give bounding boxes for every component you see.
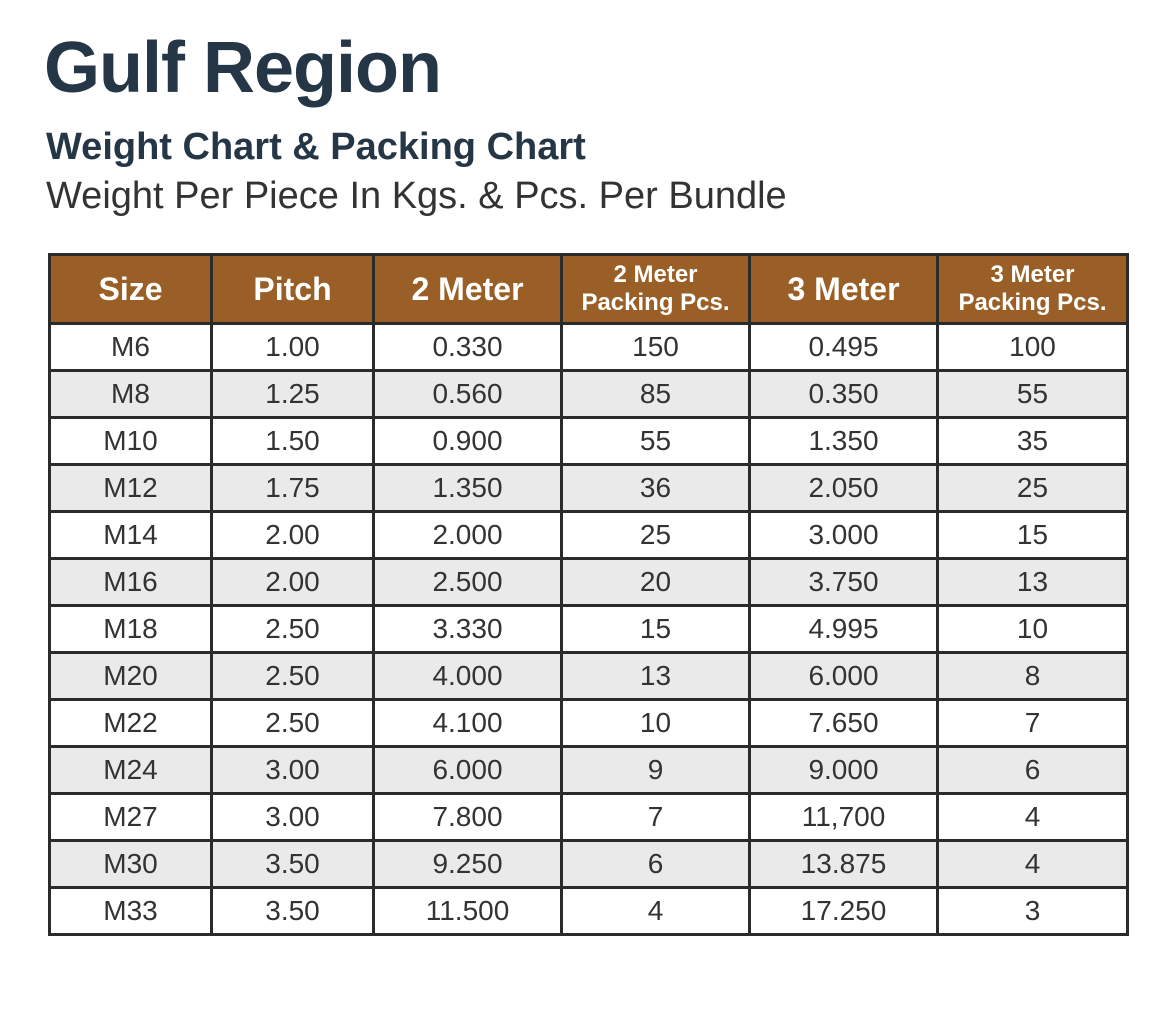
pitch-cell: 1.75 — [212, 465, 374, 512]
two-meter-weight-cell: 9.250 — [374, 841, 562, 888]
table-row — [50, 888, 1128, 935]
three-meter-weight-cell: 3.000 — [750, 512, 938, 559]
table-row — [50, 653, 1128, 700]
two-meter-packing-cell: 4 — [562, 888, 750, 935]
table-row — [50, 841, 1128, 888]
three-meter-packing-cell: 4 — [938, 841, 1128, 888]
three-meter-packing-cell: 3 — [938, 888, 1128, 935]
three-meter-packing-cell: 6 — [938, 747, 1128, 794]
pitch-cell: 2.00 — [212, 559, 374, 606]
three-meter-packing-cell: 7 — [938, 700, 1128, 747]
size-cell: M14 — [50, 512, 212, 559]
two-meter-weight-cell: 0.330 — [374, 324, 562, 371]
two-meter-packing-cell: 25 — [562, 512, 750, 559]
size-cell: M20 — [50, 653, 212, 700]
three-meter-packing-cell: 100 — [938, 324, 1128, 371]
size-cell: M18 — [50, 606, 212, 653]
three-meter-weight-cell: 3.750 — [750, 559, 938, 606]
table-header — [50, 255, 1128, 324]
column-header-3-meter-packing: 3 Meter Packing Pcs. — [938, 255, 1128, 324]
two-meter-packing-cell: 150 — [562, 324, 750, 371]
two-meter-packing-cell: 6 — [562, 841, 750, 888]
chart-description: Weight Per Piece In Kgs. & Pcs. Per Bundle — [46, 175, 787, 217]
size-cell: M33 — [50, 888, 212, 935]
two-meter-packing-cell: 9 — [562, 747, 750, 794]
table-row — [50, 512, 1128, 559]
three-meter-packing-cell: 55 — [938, 371, 1128, 418]
column-header-size: Size — [50, 255, 212, 324]
three-meter-weight-cell: 13.875 — [750, 841, 938, 888]
pitch-cell: 1.00 — [212, 324, 374, 371]
column-header-3-meter: 3 Meter — [750, 255, 938, 324]
size-cell: M16 — [50, 559, 212, 606]
column-header-2-meter: 2 Meter — [374, 255, 562, 324]
three-meter-weight-cell: 2.050 — [750, 465, 938, 512]
two-meter-weight-cell: 4.100 — [374, 700, 562, 747]
pitch-cell: 2.00 — [212, 512, 374, 559]
table-row — [50, 606, 1128, 653]
two-meter-packing-cell: 36 — [562, 465, 750, 512]
three-meter-weight-cell: 4.995 — [750, 606, 938, 653]
pitch-cell: 2.50 — [212, 700, 374, 747]
two-meter-weight-cell: 7.800 — [374, 794, 562, 841]
header-row — [50, 255, 1128, 324]
two-meter-weight-cell: 0.900 — [374, 418, 562, 465]
two-meter-packing-cell: 13 — [562, 653, 750, 700]
table-body — [50, 324, 1128, 935]
two-meter-packing-cell: 7 — [562, 794, 750, 841]
two-meter-packing-cell: 20 — [562, 559, 750, 606]
size-cell: M24 — [50, 747, 212, 794]
column-header-pitch: Pitch — [212, 255, 374, 324]
three-meter-weight-cell: 0.350 — [750, 371, 938, 418]
three-meter-packing-cell: 13 — [938, 559, 1128, 606]
two-meter-weight-cell: 2.000 — [374, 512, 562, 559]
two-meter-weight-cell: 6.000 — [374, 747, 562, 794]
pitch-cell: 3.50 — [212, 841, 374, 888]
size-cell: M27 — [50, 794, 212, 841]
pitch-cell: 2.50 — [212, 606, 374, 653]
two-meter-packing-cell: 15 — [562, 606, 750, 653]
size-cell: M22 — [50, 700, 212, 747]
three-meter-packing-cell: 25 — [938, 465, 1128, 512]
three-meter-weight-cell: 9.000 — [750, 747, 938, 794]
size-cell: M10 — [50, 418, 212, 465]
two-meter-weight-cell: 2.500 — [374, 559, 562, 606]
table-row — [50, 794, 1128, 841]
three-meter-weight-cell: 11,700 — [750, 794, 938, 841]
pitch-cell: 1.25 — [212, 371, 374, 418]
three-meter-packing-cell: 10 — [938, 606, 1128, 653]
three-meter-packing-cell: 15 — [938, 512, 1128, 559]
table-row — [50, 700, 1128, 747]
three-meter-weight-cell: 7.650 — [750, 700, 938, 747]
three-meter-weight-cell: 1.350 — [750, 418, 938, 465]
pitch-cell: 1.50 — [212, 418, 374, 465]
two-meter-weight-cell: 3.330 — [374, 606, 562, 653]
size-cell: M12 — [50, 465, 212, 512]
three-meter-weight-cell: 6.000 — [750, 653, 938, 700]
three-meter-weight-cell: 17.250 — [750, 888, 938, 935]
three-meter-packing-cell: 8 — [938, 653, 1128, 700]
column-header-2-meter-packing: 2 Meter Packing Pcs. — [562, 255, 750, 324]
page-title: Gulf Region — [44, 28, 441, 108]
size-cell: M30 — [50, 841, 212, 888]
two-meter-packing-cell: 10 — [562, 700, 750, 747]
two-meter-weight-cell: 0.560 — [374, 371, 562, 418]
two-meter-weight-cell: 11.500 — [374, 888, 562, 935]
size-cell: M8 — [50, 371, 212, 418]
three-meter-packing-cell: 35 — [938, 418, 1128, 465]
pitch-cell: 3.00 — [212, 794, 374, 841]
two-meter-packing-cell: 55 — [562, 418, 750, 465]
two-meter-packing-cell: 85 — [562, 371, 750, 418]
table-row — [50, 747, 1128, 794]
two-meter-weight-cell: 4.000 — [374, 653, 562, 700]
size-cell: M6 — [50, 324, 212, 371]
chart-subtitle: Weight Chart & Packing Chart — [46, 126, 586, 168]
two-meter-weight-cell: 1.350 — [374, 465, 562, 512]
weight-packing-table — [48, 253, 1129, 936]
pitch-cell: 2.50 — [212, 653, 374, 700]
pitch-cell: 3.00 — [212, 747, 374, 794]
three-meter-packing-cell: 4 — [938, 794, 1128, 841]
table-row — [50, 559, 1128, 606]
table-row — [50, 418, 1128, 465]
table-row — [50, 324, 1128, 371]
pitch-cell: 3.50 — [212, 888, 374, 935]
table-row — [50, 371, 1128, 418]
table-row — [50, 465, 1128, 512]
three-meter-weight-cell: 0.495 — [750, 324, 938, 371]
